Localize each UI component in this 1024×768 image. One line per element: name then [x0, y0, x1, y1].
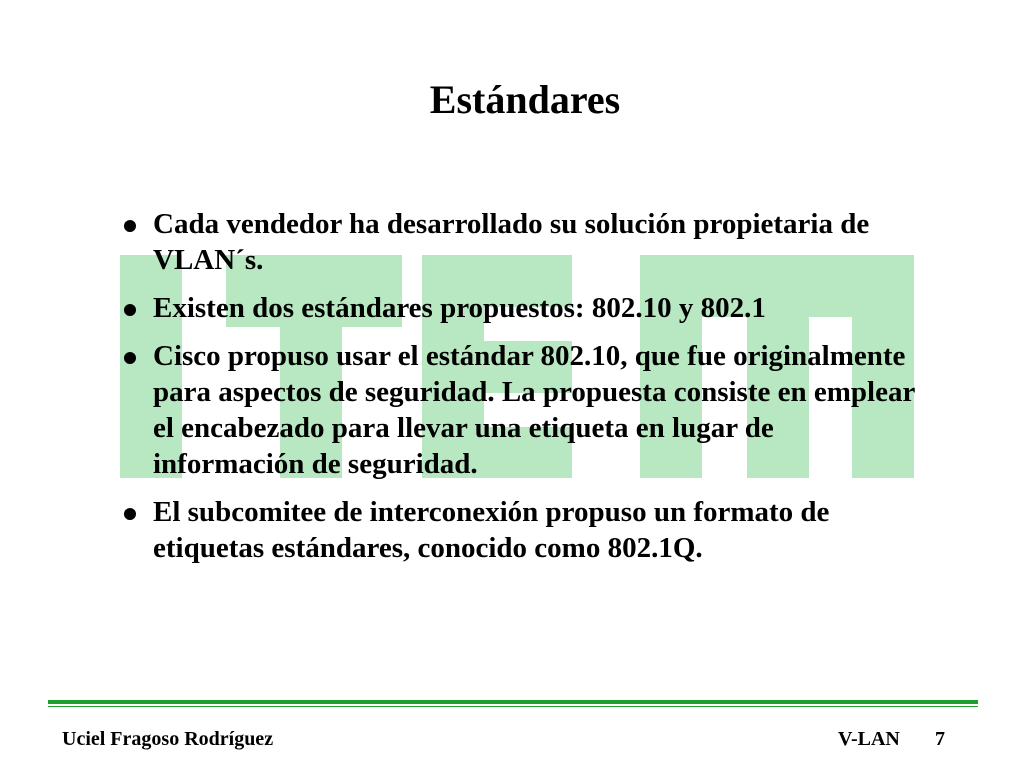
footer-author: Uciel Fragoso Rodríguez — [62, 728, 274, 750]
footer-topic: V-LAN — [838, 728, 900, 750]
bullet-text: Cisco propuso usar el estándar 802.10, que fue originalmente para aspectos de seguridad. La propuesta consiste en emplear el encabezado para llevar una etiqueta en lugar de información de seguridad. — [153, 340, 915, 480]
bullet-dot-icon — [124, 352, 136, 364]
footer-divider-thin — [48, 706, 978, 707]
bullet-list — [118, 206, 918, 578]
slide-title: Estándares — [429, 77, 621, 122]
bullet-item — [118, 290, 918, 326]
bullet-dot-icon — [124, 220, 136, 232]
bullet-dot-icon — [124, 304, 136, 316]
bullet-text: El subcomitee de interconexión propuso un formato de etiquetas estándares, conocido como 802.1Q. — [153, 496, 830, 564]
footer-page-number: 7 — [935, 728, 945, 750]
bullet-dot-icon — [124, 508, 136, 520]
bullet-text: Existen dos estándares propuestos: 802.10 y 802.1 — [153, 292, 766, 324]
bullet-text: Cada vendedor ha desarrollado su solución propietaria de VLAN´s. — [153, 208, 870, 276]
footer-divider-thick — [48, 700, 978, 704]
bullet-item — [118, 206, 918, 278]
footer-divider — [48, 700, 978, 707]
bullet-item — [118, 494, 918, 566]
bullet-item — [118, 338, 918, 482]
